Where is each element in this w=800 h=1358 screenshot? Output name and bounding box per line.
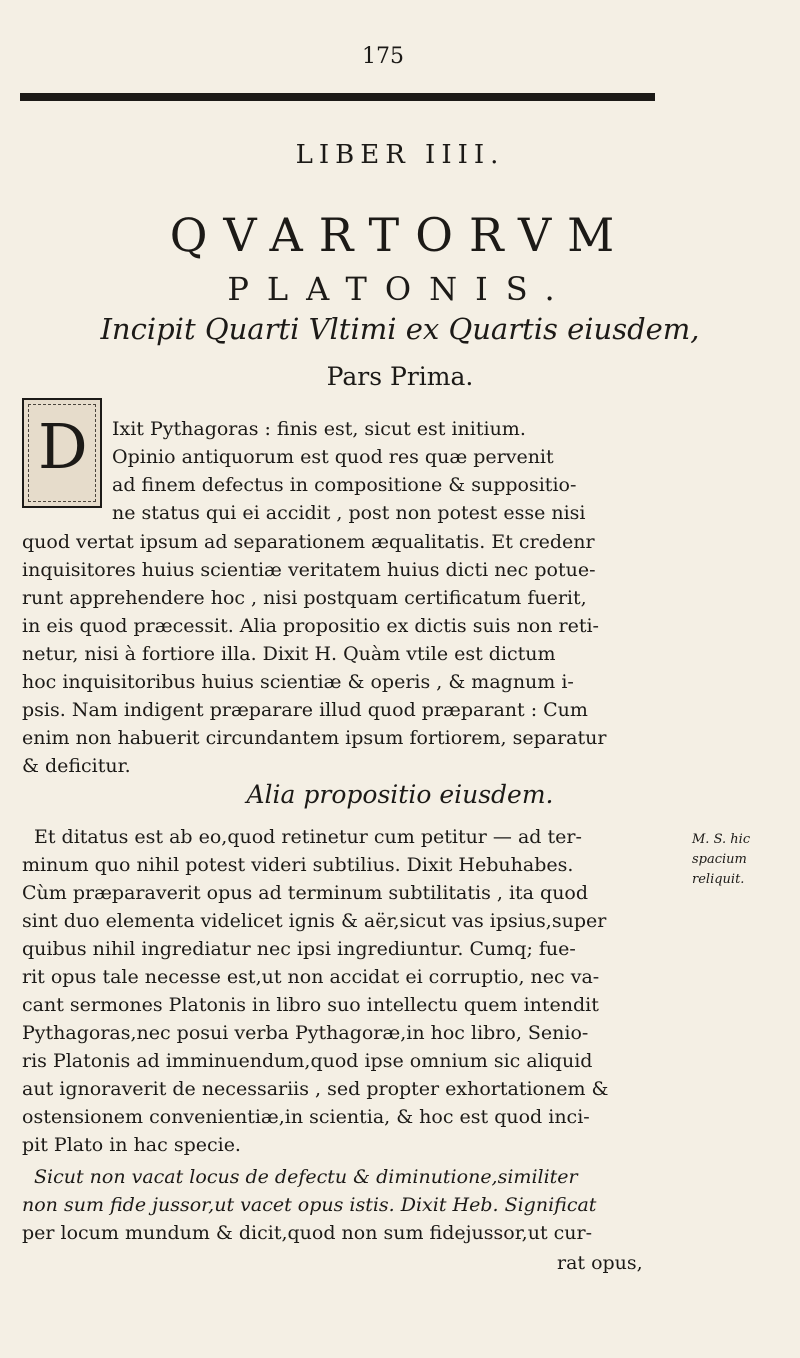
body-line: quod vertat ipsum ad separationem æqualitatis. Et credenr: [22, 531, 595, 553]
body-line: psis. Nam indigent præparare illud quod præparant : Cum: [22, 699, 588, 721]
catchword: rat opus,: [557, 1252, 643, 1274]
body-line: & deficitur.: [22, 755, 131, 777]
body-line: enim non habuerit circundantem ipsum fortiorem, separatur: [22, 727, 607, 749]
body-line: cant sermones Platonis in libro suo intellectu quem intendit: [22, 994, 599, 1016]
body-line: netur, nisi à fortiore illa. Dixit H. Quàm vtile est dictum: [22, 643, 556, 665]
page-number: 175: [362, 44, 404, 69]
book-label: LIBER IIII.: [295, 140, 505, 170]
margin-note-line: spacium: [692, 852, 747, 867]
body-line: ris Platonis ad imminuendum,quod ipse omnium sic aliquid: [22, 1050, 593, 1072]
body-line: aut ignoraverit de necessariis , sed propter exhortationem &: [22, 1078, 609, 1100]
body-line: per locum mundum & dicit,quod non sum fidejussor,ut cur-: [22, 1222, 593, 1244]
body-line: Ixit Pythagoras : finis est, sicut est initium.: [112, 418, 526, 440]
decorative-rule: [20, 93, 655, 101]
margin-note-line: reliquit.: [692, 872, 745, 887]
body-line: Cùm præparaverit opus ad terminum subtilitatis , ita quod: [22, 882, 589, 904]
body-line: in eis quod præcessit. Alia propositio ex dictis suis non reti-: [22, 615, 599, 637]
body-line: minum quo nihil potest videri subtilius. Dixit Hebuhabes.: [22, 854, 574, 876]
body-line: ostensionem convenientiæ,in scientia, & hoc est quod inci-: [22, 1106, 590, 1128]
body-line: quibus nihil ingrediatur nec ipsi ingrediuntur. Cumq; fue-: [22, 938, 576, 960]
title-main: QVARTORVM: [169, 208, 631, 262]
body-line: Opinio antiquorum est quod res quæ pervenit: [112, 446, 554, 468]
body-line: Pythagoras,nec posui verba Pythagoræ,in hoc libro, Senio-: [22, 1022, 589, 1044]
body-line: runt apprehendere hoc , nisi postquam certificatum fuerit,: [22, 587, 587, 609]
body-line: Sicut non vacat locus de defectu & diminutione,similiter: [34, 1166, 578, 1188]
body-line: inquisitores huius scientiæ veritatem huius dicti nec potue-: [22, 559, 596, 581]
pars-heading: Pars Prima.: [326, 362, 474, 391]
decorated-initial: [22, 398, 102, 508]
body-line: Et ditatus est ab eo,quod retinetur cum petitur — ad ter-: [34, 826, 582, 848]
title-sub: PLATONIS.: [227, 270, 573, 308]
body-line: rit opus tale necesse est,ut non accidat ei corruptio, nec va-: [22, 966, 600, 988]
body-line: sint duo elementa videlicet ignis & aër,sicut vas ipsius,super: [22, 910, 607, 932]
body-line: non sum fide jussor,ut vacet opus istis. Dixit Heb. Significat: [22, 1194, 597, 1216]
margin-note-line: M. S. hic: [692, 832, 751, 847]
body-line: ad finem defectus in compositione & suppositio-: [112, 474, 577, 496]
body-line: hoc inquisitoribus huius scientiæ & operis , & magnum i-: [22, 671, 574, 693]
body-line: pit Plato in hac specie.: [22, 1134, 241, 1156]
incipit-line: Incipit Quarti Vltimi ex Quartis eiusdem,: [100, 312, 700, 346]
body-line: ne status qui ei accidit , post non potest esse nisi: [112, 502, 586, 524]
section-heading: Alia propositio eiusdem.: [246, 780, 554, 809]
initial-letter: D: [38, 410, 88, 483]
